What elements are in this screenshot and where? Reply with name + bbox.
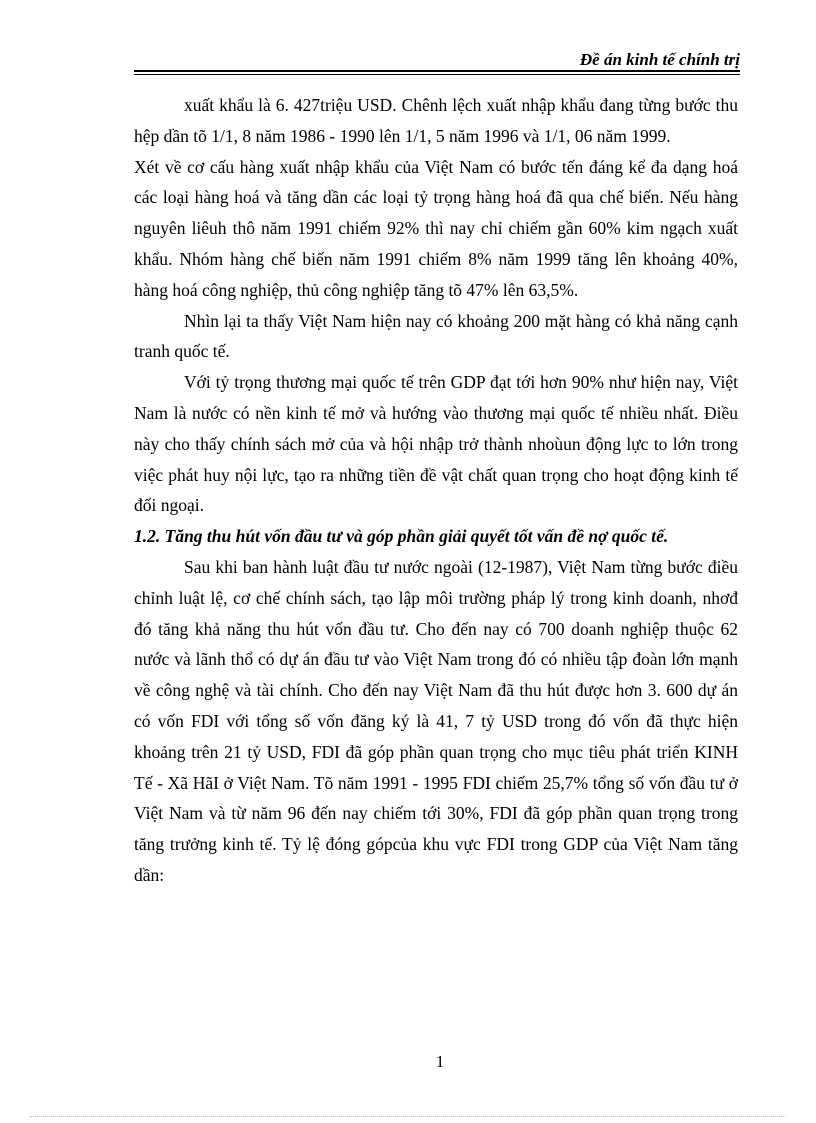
document-header-title: Đề án kinh tế chính trị xyxy=(579,50,740,69)
paragraph-export-ratio: xuất khẩu là 6. 427triệu USD. Chênh lệch xuất nhập khẩu đang từng bước thu hệp dần tõ 1/1, 8 năm 1986 - 1990 lên 1/1, 5 năm 1996 và 1/1, 06 năm 1999. xyxy=(134,95,738,146)
section-heading-1-2: 1.2. Tăng thu hút vốn đầu tư và góp phần giải quyết tốt vấn đề nợ quốc tế. xyxy=(134,526,669,547)
paragraph-competitive-goods: Nhìn lại ta thấy Việt Nam hiện nay có khoảng 200 mặt hàng có khả năng cạnh tranh quốc tế. xyxy=(134,310,738,362)
paragraph-export-structure: Xét về cơ cấu hàng xuất nhập khẩu của Việt Nam có bước tến đáng kể đa dạng hoá các loại hàng hoá và tăng dần các loại tỷ trọng hàng hoá đã qua chế biến. Nếu hàng nguyên liêuh thô năm 1991 chiếm 92% thì nay chỉ chiếm gần 60% kim ngạch xuất khẩu. Nhóm hàng chế biến năm 1991 chiếm 8% năm 1999 tăng lên khoảng 40%, hàng hoá công nghiệp, thủ công nghiệp tăng tõ 47% lên 63,5%. xyxy=(134,156,738,300)
document-body xyxy=(134,90,738,891)
header-rule-thin xyxy=(134,74,740,75)
paragraph-trade-share: Với tỷ trọng thương mại quốc tế trên GDP đạt tới hơn 90% như hiện nay, Việt Nam là nước có nền kinh tế mở và hướng vào thương mại quốc tế nhiều nhất. Điều này cho thấy chính sách mở của và hội nhập trở thành nhoùun động lực to lớn trong việc phát huy nội lực, tạo ra những tiền đề vật chất quan trọng cho hoạt động kinh tế đối ngoại. xyxy=(134,372,738,516)
header-rule-thick xyxy=(134,70,740,72)
page-number: 1 xyxy=(435,1052,445,1071)
page-bottom-border xyxy=(30,1116,786,1117)
paragraph-fdi: Sau khi ban hành luật đầu tư nước ngoài (12-1987), Việt Nam từng bước điều chỉnh luật lệ, cơ chế chính sách, tạo lập môi trường pháp lý trong kinh doanh, nhơđ đó tăng khả năng thu hút vốn đầu tư. Cho đến nay có 700 doanh nghiệp thuộc 62 nước và lãnh thổ có dự án đầu tư vào Việt Nam trong đó có nhiều tập đoàn lớn mạnh về công nghệ và tài chính. Cho đến nay Việt Nam đã thu hút được hơn 3. 600 dự án có vốn FDI với tổng số vốn đăng ký là 41, 7 tỷ USD trong đó vốn đã thực hiện khoảng trên 21 tỷ USD, FDI đã góp phần quan trọng cho mục tiêu phát triển KINH Tế - Xã HãI ở Việt Nam. Tõ năm 1991 - 1995 FDI chiếm 25,7% tổng số vốn đầu tư ở Việt Nam và từ năm 96 đến nay chiếm tới 30%, FDI đã góp phần quan trọng trong tăng trưởng kinh tế. Tỷ lệ đóng gópcủa khu vực FDI trong GDP của Việt Nam tăng dần: xyxy=(134,556,738,885)
